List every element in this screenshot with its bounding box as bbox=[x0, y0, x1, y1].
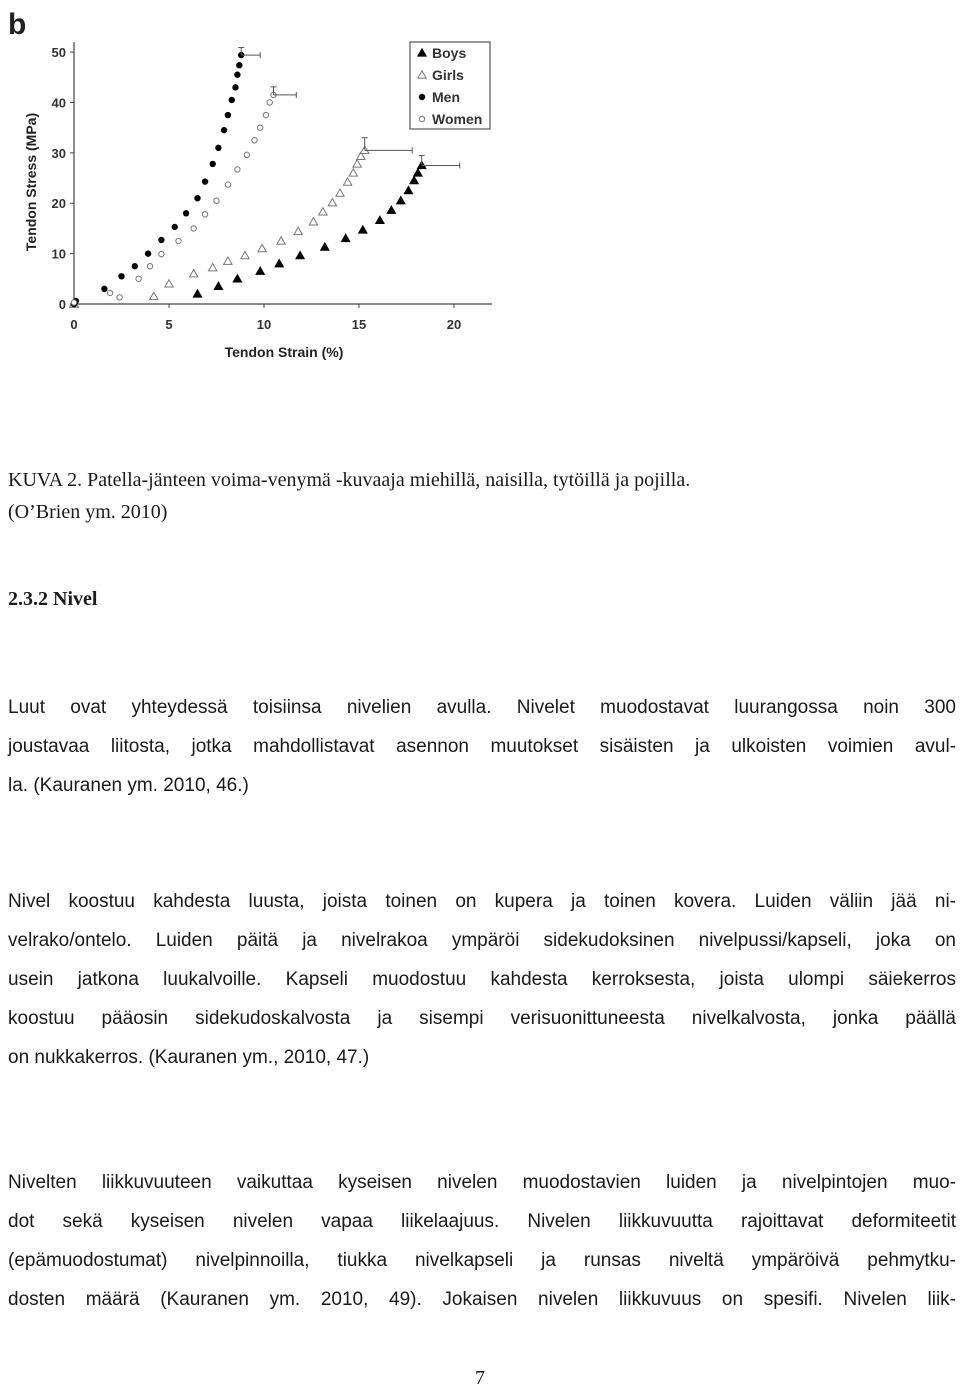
paragraph-3-line-3: (epämuodostumat) nivelpinnoilla, tiukka nivelkapseli ja runsas niveltä ympäröivä pehmytku- bbox=[8, 1250, 956, 1271]
legend-label-women: Women bbox=[432, 111, 483, 127]
boys-data-point bbox=[321, 243, 329, 250]
girls-data-point bbox=[165, 280, 173, 287]
boys-data-point bbox=[387, 206, 395, 213]
legend-marker-men bbox=[419, 94, 424, 99]
girls-data-point bbox=[150, 292, 158, 299]
paragraph-3-line-1: Nivelten liikkuvuuteen vaikuttaa kyseisen nivelen muodostavien luiden ja nivelpintojen muo- bbox=[8, 1172, 956, 1193]
men-data-point bbox=[183, 211, 188, 216]
women-data-point bbox=[244, 152, 249, 157]
girls-data-point bbox=[294, 227, 302, 234]
paragraph-2-line-2: velrako/ontelo. Luiden päitä ja nivelrakoa ympäröi sidekudoksinen nivelpussi/kapseli, joka on bbox=[8, 930, 956, 951]
men-data-point bbox=[132, 264, 137, 269]
men-data-point bbox=[216, 145, 221, 150]
legend-label-girls: Girls bbox=[432, 67, 464, 83]
women-data-point bbox=[267, 100, 272, 105]
boys-data-point bbox=[214, 282, 222, 289]
paragraph-1 bbox=[8, 688, 956, 805]
women-data-point bbox=[71, 300, 76, 305]
women-data-point bbox=[159, 251, 164, 256]
paragraph-3-line-2: dot sekä kyseisen nivelen vapaa liikelaajuus. Nivelen liikkuvuutta rajoittavat deformiteetit bbox=[8, 1211, 956, 1232]
boys-data-point bbox=[342, 234, 350, 241]
x-axis-label: Tendon Strain (%) bbox=[224, 344, 344, 360]
paragraph-2-line-1: Nivel koostuu kahdesta luusta, joista toinen on kupera ja toinen kovera. Luiden väliin jää ni- bbox=[8, 891, 956, 912]
men-data-point bbox=[235, 72, 240, 77]
men-data-point bbox=[145, 251, 150, 256]
boys-data-point bbox=[275, 259, 283, 266]
women-data-point bbox=[107, 290, 112, 295]
paragraph-1-line-3: la. (Kauranen ym. 2010, 46.) bbox=[8, 775, 249, 796]
men-data-point bbox=[195, 195, 200, 200]
girls-data-point bbox=[328, 199, 336, 206]
y-tick-label: 10 bbox=[51, 246, 66, 262]
x-tick-label: 15 bbox=[351, 317, 367, 332]
girls-data-point bbox=[336, 189, 344, 196]
page-number: 7 bbox=[475, 1367, 485, 1389]
legend-marker-women bbox=[419, 116, 424, 121]
women-data-point bbox=[235, 167, 240, 172]
paragraph-2 bbox=[8, 882, 956, 1077]
x-tick-label: 5 bbox=[165, 317, 173, 332]
x-tick-label: 20 bbox=[446, 317, 462, 332]
women-data-point bbox=[176, 238, 181, 243]
girls-data-point bbox=[319, 208, 327, 215]
men-data-point bbox=[159, 237, 164, 242]
x-tick-label: 10 bbox=[256, 317, 272, 332]
paragraph-2-line-4: koostuu pääosin sidekudoskalvosta ja sisempi verisuonittuneesta nivelkalvosta, jonka päällä bbox=[8, 1008, 956, 1029]
paragraph-2-line-3: usein jatkona luukalvoille. Kapseli muodostuu kahdesta kerroksesta, joista ulompi säiekerros bbox=[8, 969, 956, 990]
paragraph-3-line-4: dosten määrä (Kauranen ym. 2010, 49). Jokaisen nivelen liikkuvuus on spesifi. Nivelen liik- bbox=[8, 1289, 956, 1310]
boys-data-point bbox=[397, 197, 405, 204]
men-data-point bbox=[225, 112, 230, 117]
girls-data-point bbox=[309, 218, 317, 225]
girls-data-point bbox=[241, 251, 249, 258]
girls-data-point bbox=[343, 178, 351, 185]
boys-data-point bbox=[296, 251, 304, 258]
boys-data-point bbox=[376, 216, 384, 223]
women-data-point bbox=[258, 125, 263, 130]
section-heading: 2.3.2 Nivel bbox=[8, 588, 98, 610]
girls-data-point bbox=[349, 169, 357, 176]
girls-data-point bbox=[258, 244, 266, 251]
men-data-point bbox=[233, 85, 238, 90]
men-data-point bbox=[221, 127, 226, 132]
men-data-point bbox=[229, 97, 234, 102]
men-data-point bbox=[202, 179, 207, 184]
chart-legend bbox=[410, 42, 490, 129]
women-data-point bbox=[191, 226, 196, 231]
boys-data-point bbox=[193, 290, 201, 297]
girls-data-point bbox=[353, 160, 361, 167]
women-data-point bbox=[263, 112, 268, 117]
paragraph-3 bbox=[8, 1163, 956, 1319]
women-data-point bbox=[252, 138, 257, 143]
figure-panel-label: b bbox=[8, 8, 27, 41]
y-tick-label: 40 bbox=[51, 95, 66, 111]
boys-data-point bbox=[233, 275, 241, 282]
women-data-point bbox=[225, 182, 230, 187]
figure-caption bbox=[8, 464, 956, 528]
men-data-point bbox=[102, 286, 107, 291]
boys-data-point bbox=[359, 226, 367, 233]
paragraph-1-line-2: joustavaa liitosta, jotka mahdollistavat asennon muutokset sisäisten ja ulkoisten voimien avul- bbox=[8, 736, 956, 757]
boys-data-point bbox=[256, 267, 264, 274]
y-tick-label: 30 bbox=[51, 145, 66, 161]
chart-marks bbox=[70, 48, 460, 308]
women-data-point bbox=[147, 264, 152, 269]
paragraph-2-line-5: on nukkakerros. (Kauranen ym., 2010, 47.) bbox=[8, 1047, 370, 1068]
women-data-point bbox=[202, 212, 207, 217]
caption-line-2: (O’Brien ym. 2010) bbox=[8, 501, 168, 523]
men-data-point bbox=[119, 274, 124, 279]
boys-data-point bbox=[414, 169, 422, 176]
x-tick-label: 0 bbox=[70, 317, 78, 332]
men-data-point bbox=[172, 224, 177, 229]
women-data-point bbox=[214, 198, 219, 203]
girls-data-point bbox=[209, 264, 217, 271]
y-tick-label: 50 bbox=[51, 45, 66, 61]
girls-data-point bbox=[277, 237, 285, 244]
girls-data-point bbox=[190, 270, 198, 277]
legend-label-boys: Boys bbox=[432, 45, 467, 61]
y-tick-label: 20 bbox=[51, 196, 66, 212]
legend-label-men: Men bbox=[432, 89, 460, 105]
paragraph-1-line-1: Luut ovat yhteydessä toisiinsa nivelien avulla. Nivelet muodostavat luurangossa noin 300 bbox=[8, 697, 956, 718]
men-data-point bbox=[237, 62, 242, 67]
girls-data-point bbox=[224, 257, 232, 264]
boys-data-point bbox=[404, 186, 412, 193]
men-data-point bbox=[210, 161, 215, 166]
caption-line-1: KUVA 2. Patella-jänteen voima-venymä -kuvaaja miehillä, naisilla, tytöillä ja pojilla. bbox=[8, 469, 691, 491]
y-axis-label: Tendon Stress (MPa) bbox=[23, 112, 39, 252]
boys-data-point bbox=[410, 176, 418, 183]
women-data-point bbox=[117, 295, 122, 300]
stress-strain-chart bbox=[0, 0, 500, 370]
women-data-point bbox=[136, 276, 141, 281]
y-tick-label: 0 bbox=[58, 297, 66, 312]
